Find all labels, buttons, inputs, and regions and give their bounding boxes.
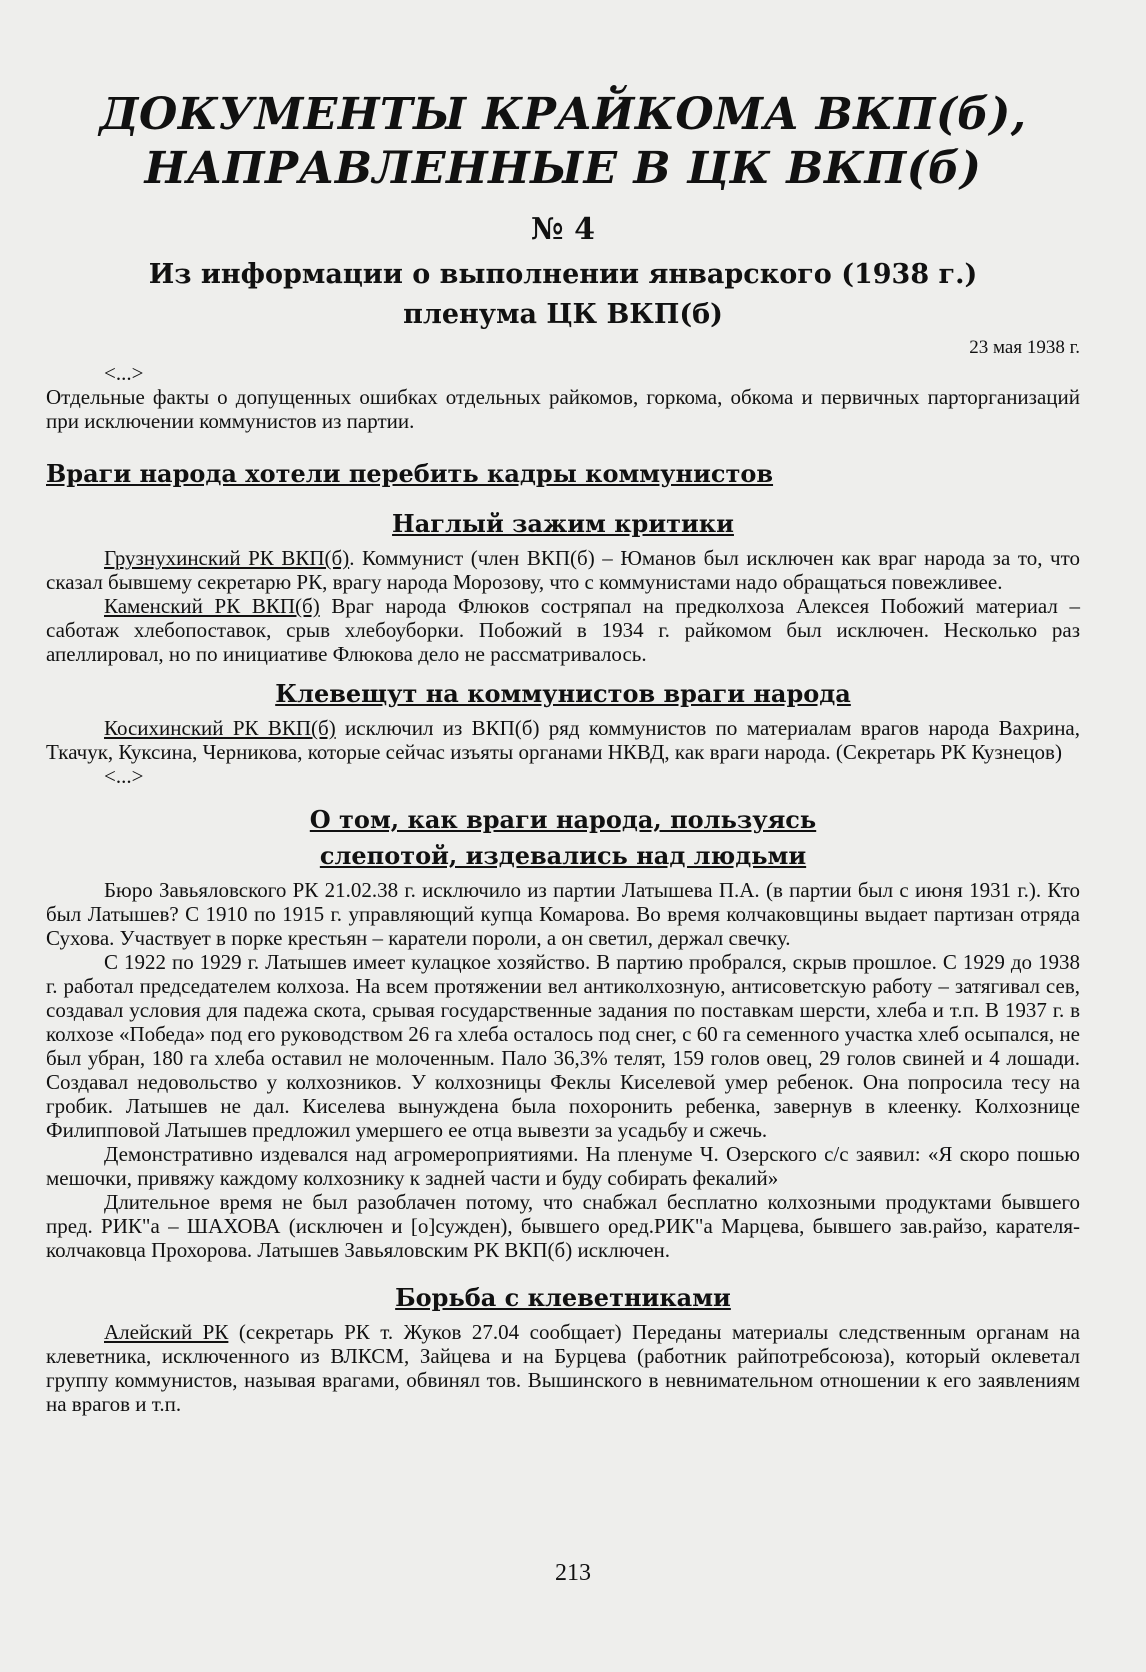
- document-heading-line-1: Из информации о выполнении январского (1938 г.): [148, 259, 978, 290]
- page-title-line-1: ДОКУМЕНТЫ КРАЙКОМА ВКП(б),: [99, 89, 1027, 140]
- subsection-heading-line-2: слепотой, издевались над людьми: [319, 841, 807, 870]
- paragraph-latyshev-biography: Бюро Завьяловского РК 21.02.38 г. исключило из партии Латышева П.А. (в партии был с июня 1931 г.). Кто был Латышев? С 1910 по 1915 г. управляющий купца Комарова. Во время колчаковщины выдает партизан отряда Сухова. Участвует в порке крестьян – каратели пороли, а он светил, держал свечку.: [46, 878, 1080, 950]
- subsection-heading-critique: Наглый зажим критики: [392, 509, 734, 538]
- page-content: [46, 88, 1080, 1416]
- district-name: Каменский РК ВКП(б): [104, 594, 320, 618]
- paragraph-gruznukhinsky: [46, 546, 1080, 594]
- page-title: [46, 88, 1080, 196]
- district-name: Косихинский РК ВКП(б): [104, 716, 336, 740]
- paragraph-text: (секретарь РК т. Жуков 27.04 сообщает) Переданы материалы следственным органам на клеветника, исключенного из ВЛКСМ, Зайцева и на Бурцева (работник райпотребсоюза), который оклеветал группу коммунистов, называя врагами, обвинял тов. Вышинского в невнимательном отношении к его заявлениям на врагов и т.п.: [46, 1320, 1080, 1416]
- page-title-line-2: НАПРАВЛЕННЫЕ В ЦК ВКП(б): [144, 143, 982, 194]
- paragraph-kosikhinsky: [46, 716, 1080, 764]
- paragraph-kamensky: [46, 594, 1080, 666]
- district-name: Алейский РК: [104, 1320, 229, 1344]
- document-date: 23 мая 1938 г.: [969, 337, 1080, 358]
- paragraph-latyshev-exposure: Длительное время не был разоблачен потому, что снабжал бесплатно колхозными продуктами бывшего пред. РИК"а – ШАХОВА (исключен и [о]сужден), бывшего оред.РИК"а Марцева, бывшего зав.райзо, карателя-колчаковца Прохорова. Латышев Завьяловским РК ВКП(б) исключен.: [46, 1190, 1080, 1262]
- subsection-heading-slander: Клевещут на коммунистов враги народа: [275, 679, 851, 708]
- subsection-heading-mockery: [46, 802, 1080, 874]
- paragraph-latyshev-plenum: Демонстративно издевался над агромероприятиями. На пленуме Ч. Озерского с/с заявил: «Я скоро пошью мешочки, привяжу каждому колхознику к задней части и буду собирать фекалий»: [46, 1142, 1080, 1190]
- paragraph-aleisky: [46, 1320, 1080, 1416]
- document-heading-line-2: пленума ЦК ВКП(б): [403, 299, 723, 330]
- omission-mark: <...>: [104, 764, 144, 788]
- page-number: 213: [555, 1560, 591, 1586]
- section-heading: Враги народа хотели перебить кадры коммунистов: [46, 459, 774, 488]
- document-number: № 4: [531, 212, 595, 247]
- paragraph-text: Враг народа Флюков состряпал на предколхоза Алексея Побожий материал – саботаж хлебопоставок, срыв хлебоуборки. Побожий в 1934 г. райкомом был исключен. Несколько раз апеллировал, но по инициативе Флюкова дело не рассматривалось.: [46, 594, 1080, 666]
- intro-paragraph: Отдельные факты о допущенных ошибках отдельных райкомов, горкома, обкома и первичных парторганизаций при исключении коммунистов из партии.: [46, 385, 1080, 433]
- document-heading: [46, 255, 1080, 335]
- paragraph-text: исключил из ВКП(б) ряд коммунистов по материалам врагов народа Вахрина, Ткачук, Куксина, Черникова, которые сейчас изъяты органами НКВД, как враги народа. (Секретарь РК Кузнецов): [46, 716, 1081, 764]
- subsection-heading-line-1: О том, как враги народа, пользуясь: [309, 805, 817, 834]
- paragraph-text: . Коммунист (член ВКП(б) – Юманов был исключен как враг народа за то, что сказал бывшему секретарю РК, врагу народа Морозову, что с коммунистами надо обращаться повежливее.: [46, 546, 1080, 594]
- omission-mark: <...>: [104, 361, 144, 385]
- subsection-heading-slanderers: Борьба с клеветниками: [395, 1283, 731, 1312]
- district-name: Грузнухинский РК ВКП(б): [104, 546, 350, 570]
- paragraph-latyshev-collective-farm: С 1922 по 1929 г. Латышев имеет кулацкое хозяйство. В партию пробрался, скрыв прошлое. С 1929 до 1938 г. работал председателем колхоза. На всем протяжении вел антиколхозную, антисоветскую работу – затягивал сев, создавал условия для падежа скота, срывая государственные задания по поставкам шерсти, хлеба и т.п. В 1937 г. в колхозе «Победа» под его руководством 26 га хлеба осталось под снег, с 60 га семенного участка хлеб осыпался, не был убран, 180 га хлеба оставил не молоченным. Пало 36,3% телят, 159 голов овец, 29 голов свиней и 4 лошади. Создавал недовольство у колхозников. У колхозницы Феклы Киселевой умер ребенок. Она попросила тесу на гробик. Латышев не дал. Киселева вынуждена была похоронить ребенка, завернув в клеенку. Колхознице Филипповой Латышев предложил умершего ее отца вывезти за усадьбу и сжечь.: [46, 950, 1080, 1142]
